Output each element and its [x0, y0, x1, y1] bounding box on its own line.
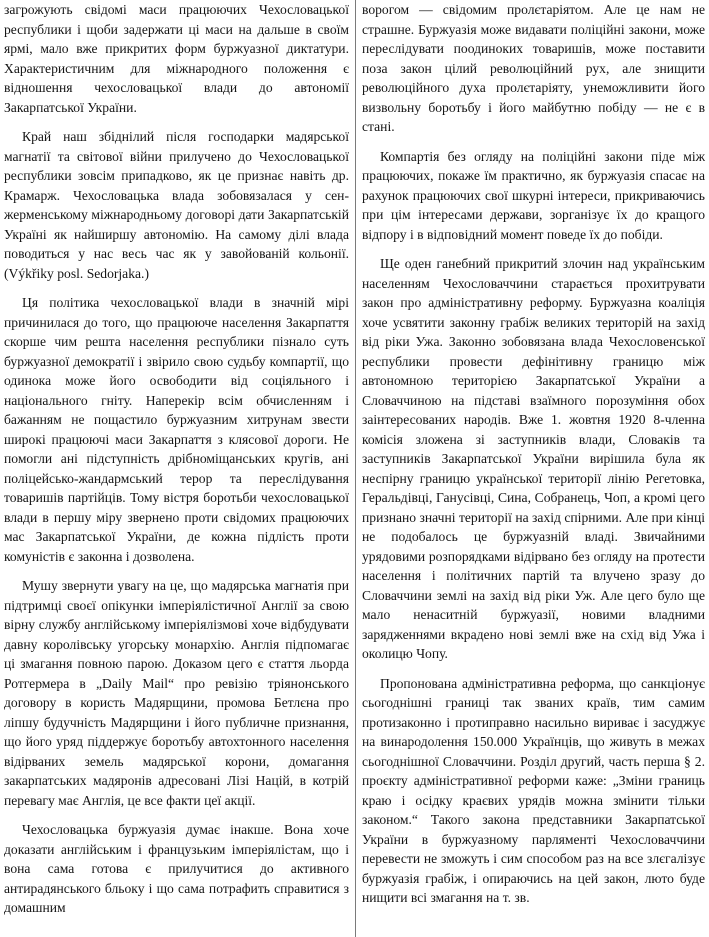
- paragraph: Край наш збіднілий після господарки мадярської магнатії та світової війни прилучено до Чехословацької республики зовсім припадково, як це признає навіть др. Крамарж. Чехословацька влада зобовязалася у сен-жерменському міжнародньому договорі дати Закарпатській Україні як найширшу автономію. На самому ділі влада поводиться у нас весь час як у завойованій кольонії. (Výkřiky posl. Sedorjaka.): [4, 129, 349, 281]
- paragraph: Компартія без огляду на поліційні закони піде між працюючих, покаже їм практично, як буржуазія спасає на рахунок працюючих свої шкурні інтереси, прикриваючись при цім інтересами держави, зорганізує їх до кращого відпору і в відповідний момент поведе їх до побіди.: [362, 148, 705, 242]
- paragraph: Ще оден ганебний прикритий злочин над українським населенням Чехословаччини старається прохитрувати закон про адміністративну реформу. Буржуазна коаліція хоче усвятити законну грабіж великих територій на захід від ріки Ужа. Законно зобовязана влада Чехословенської республики провести дефінітивну границю між автономною територією Закарпатської України а Словаччиною на підставі взаїмного порозуміння обох заінтересованих народів. Вже 1. жовтня 1920 8-членна комісія зложена зі заступників влади, Словаків та заступників Закарпатської України вирішила була як неспірну границю української території лінію Регетовка, Геральдівці, Ганусівці, Сина, Собранець, Чоп, а кромі цего признано значні території на захід спірними. Але при кінці не подобалось це буржуазній владі. Звичайними урядовими розпорядками відірвано без огляду на протести населення і політичних партій та влучено зразу до Словаччини землі на захід від ріки Уж. Але цего було ще мало ненаситній буржуазії, новими владними зарядженнями вкрадено нові землі вже на схід від Ужа і околицю Чопу.: [362, 256, 705, 661]
- column-divider: [355, 0, 356, 937]
- paragraph: Пропонована адміністративна реформа, що санкціонує сьогоднішні границі так званих країв, тим самим протизаконно і протиправно насильно вириває і засуджує на винародолення 150.000 Українців, що живуть в межах сьогоднішної Словаччини. Розділ другий, часть перша § 2. проєкту адміністративної реформи каже: „Зміни границь краю і осідку краєвих урядів можна змінити тільки законом.“ Такого закона представники Закарпатської України в буржуазному парляменті Чехословаччини перевести не зможуть і сим способом раз на все злєгалізує буржуазія грабіж, і опираючись на цей закон, люто буде нищити всі змагання на т. зв.: [362, 675, 705, 905]
- paragraph: ворогом — свідомим пролєтаріятом. Але це нам не страшне. Буржуазія може видавати поліційні закони, може переслідувати поодиноких товаришів, може поставити поза закон цілий революційний рух, але знищити революційного духа пролєтаріяту, унеможливити його визвольну боротьбу і його майбутню побіду — не є в стані.: [362, 2, 705, 134]
- left-column: [4, 0, 349, 918]
- paragraph: Чехословацька буржуазія думає інакше. Вона хоче доказати англійським і французьким імперіялістам, що і вона сама готова є прилучитися до активного антирадянського бльоку і що сама потрафить справитися з домашним: [4, 822, 349, 915]
- paragraph: Мушу звернути увагу на це, що мадярська магнатія при підтримці своєї опікунки імперіялістичної Англії за свою вірну службу англійському імперіялізмові хоче відбудувати давну королівську угорську монархію. Англія підпомагає ці змагання повною парою. Доказом цего є стаття льорда Ротгермера в „Daily Mail“ про ревізію тріянонського договору в користь Мадярщини, промова Бетлєна про ліпшу будучність Мадярщини і його публичне признання, що його уряд піддержує боротьбу автохтонного населення відірваних земель мадярської корони, домагання закарпатських мадяронів адресовані Лізі Націй, в котрій перевагу має Англія, це все факти цеї акції.: [4, 578, 349, 808]
- paragraph: загрожують свідомі маси працюючих Чехословацької республики і щоби задержати ці маси на дальше в своїм ярмі, мало вже прикритих форм буржуазної диктатури. Характеристичним для міжнародного положення є відношення чехословацької влади до автономії Закарпатської України.: [4, 2, 349, 115]
- right-column: [362, 0, 705, 908]
- paragraph: Ця політика чехословацької влади в значній мірі причинилася до того, що працююче населення Закарпаття скорше чим решта населення республики пізнало суть буржуазної демократії і звірило свою судьбу компартії, що одинока може його освободити від соціяльного і національного гніту. Наперекір всім обчисленням і бажанням не пощастило буржуазним хитрунам звести широкі працюючі маси Закарпаття з клясової дороги. Не помогли ані підступність дрібноміщанських кругів, ані поліцейсько-жандармський терор та переслідування товаришів партійців. Тому вістря боротьби чехословацької влади в першу міру звернено проти свідомих працюючих мас Закарпатської України, де кожна підлість проти комуністів є законна і дозволена.: [4, 295, 349, 564]
